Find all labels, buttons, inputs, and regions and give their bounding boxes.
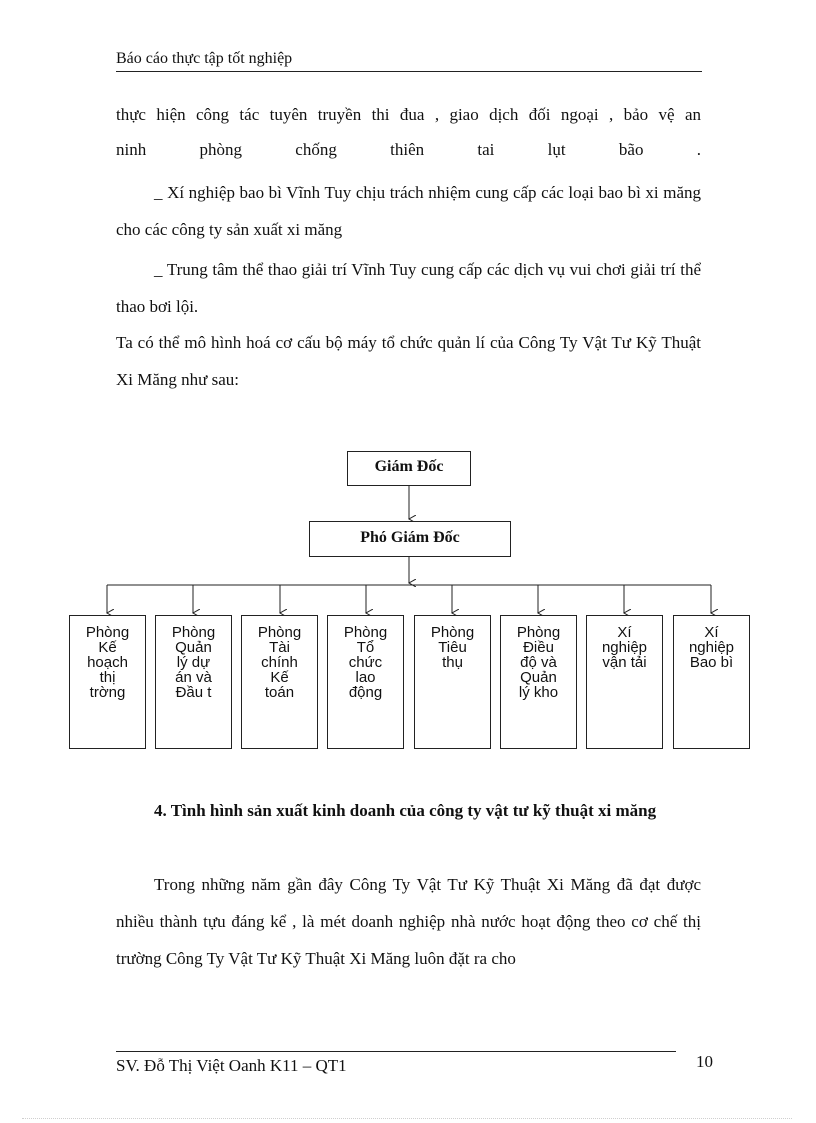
page-bottom-dotted-rule [22,1118,792,1119]
page-number: 10 [696,1052,713,1071]
dept-box-dispatch-warehouse: Phòng Điều độ và Quản lý kho [500,615,577,749]
dept-box-project-management: Phòng Quản lý dự án và Đầu t [155,615,232,749]
dept-box-sales: Phòng Tiêu thụ [414,615,491,749]
dept-box-packaging-enterprise: Xí nghiệp Bao bì [673,615,750,749]
dept-box-transport-enterprise: Xí nghiệp vận tải [586,615,663,749]
director-box: Giám Đốc [347,451,471,486]
section-4-body: Trong những năm gần đây Công Ty Vật Tư Kỹ Thuật Xi Măng đã đạt được nhiều thành tựu đáng kể , là mét doanh nghiệp nhà nước hoạt động theo cơ chế thị trường Công Ty Vật Tư Kỹ Thuật Xi Măng luôn đặt ra cho [116,875,701,968]
dept-box-personnel: Phòng Tổ chức lao động [327,615,404,749]
paragraph-4: Ta có thể mô hình hoá cơ cấu bộ máy tổ chức quản lí của Công Ty Vật Tư Kỹ Thuật Xi Măng như sau: [116,333,701,389]
paragraph-3: _ Trung tâm thể thao giải trí Vĩnh Tuy cung cấp các dịch vụ vui chơi giải trí thể thao bơi lội. [116,260,701,316]
paragraph-2: _ Xí nghiệp bao bì Vĩnh Tuy chịu trách nhiệm cung cấp các loại bao bì xi măng cho các công ty sản xuất xi măng [116,183,701,239]
paragraph-1-line-2: ninh phòng chống thiên tai lụt bão . [116,140,701,159]
paragraph-1-line-1: thực hiện công tác tuyên truyền thi đua , giao dịch đối ngoại , bảo vệ an [116,105,701,124]
dept-box-finance: Phòng Tài chính Kế toán [241,615,318,749]
footer-author: SV. Đỗ Thị Việt Oanh K11 – QT1 [116,1056,347,1075]
dept-box-planning: Phòng Kế hoạch thị trờng [69,615,146,749]
footer-divider [116,1051,676,1052]
section-4-heading: 4. Tình hình sản xuất kinh doanh của công ty vật tư kỹ thuật xi măng [154,801,657,820]
deputy-director-box: Phó Giám Đốc [309,521,511,557]
page-header: Báo cáo thực tập tốt nghiệp [116,50,702,72]
